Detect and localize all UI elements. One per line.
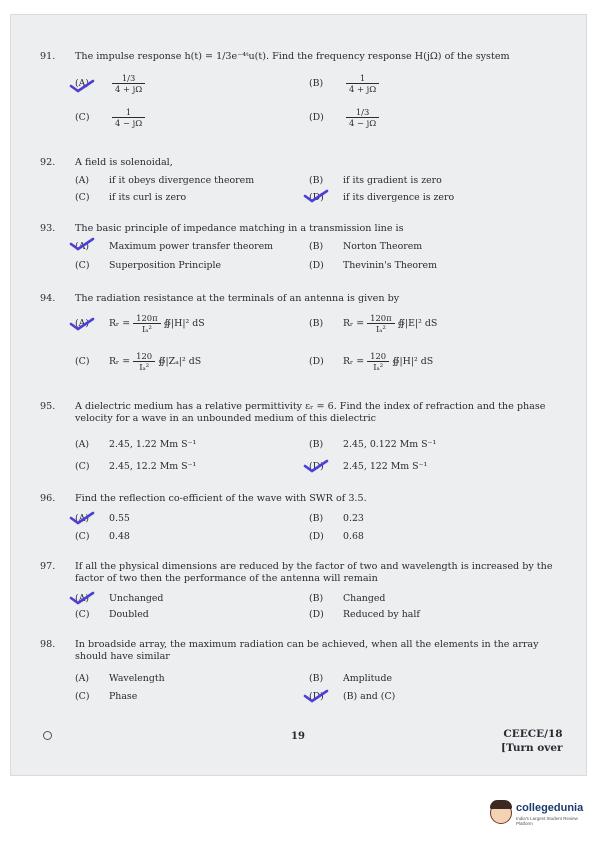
option-b: (B) 0.23 [309, 513, 364, 524]
option-c: (C) 0.48 [75, 531, 130, 542]
page-number: 19 [291, 731, 305, 742]
answer-tick-icon [69, 237, 95, 251]
option-b: (B) if its gradient is zero [309, 175, 442, 186]
answer-tick-icon [69, 317, 95, 331]
answer-tick-icon [303, 189, 329, 203]
option-d: (D) 0.68 [309, 531, 364, 542]
option-b: (B) 2.45, 0.122 Mm S⁻¹ [309, 439, 437, 450]
footer-code [501, 727, 563, 755]
option-d: (D) 2.45, 122 Mm S⁻¹ [309, 461, 428, 472]
option-d: (D) (B) and (C) [309, 691, 396, 702]
option-d: (D) Rᵣ = $\frac{120}{\text{Iₐ²}}$ ∯|H|² dS [309, 351, 434, 372]
question-stem: The basic principle of impedance matching in a transmission line is [75, 223, 404, 234]
mascot-hair [490, 800, 512, 809]
fraction: $\frac{1/3}{4 - j\Omega}$ [346, 107, 379, 128]
option-b: (B) Changed [309, 593, 386, 604]
answer-tick-icon [69, 591, 95, 605]
option-label: (B) [309, 78, 324, 89]
exam-code: CEECE/18 [503, 728, 563, 740]
logo-tagline: India's Largest Student Review Platform [516, 816, 578, 826]
option-a: (A) Maximum power transfer theorem [75, 241, 274, 252]
option-label: (D) [309, 112, 324, 123]
question-number: 98. [40, 639, 56, 650]
option-a: (A) if it obeys divergence theorem [75, 175, 255, 186]
option-a: (A) Rᵣ = $\frac{120\pi}{\text{Iₐ²}}$ ∯|H|² dS [75, 313, 205, 334]
option-c: (C) Phase [75, 691, 138, 702]
question-number: 96. [40, 493, 56, 504]
punch-hole-icon [43, 731, 52, 740]
option-a: (A) Unchanged [75, 593, 164, 604]
fraction: $\frac{1}{4 - j\Omega}$ [112, 107, 145, 128]
option-c: (C) if its curl is zero [75, 192, 187, 203]
option-label: (C) [75, 112, 90, 123]
question-number: 92. [40, 157, 56, 168]
option-c: (C) 2.45, 12.2 Mm S⁻¹ [75, 461, 197, 472]
answer-tick-icon [69, 511, 95, 525]
option-a: (A) 0.55 [75, 513, 130, 524]
option-label: (A) [75, 78, 90, 89]
question-stem: A dielectric medium has a relative permittivity εᵣ = 6. Find the index of refraction and the phase velocity for a wave in an unbounded medium of this dielectric [75, 401, 546, 424]
option-b: (B) Norton Theorem [309, 241, 423, 252]
option-a: (A) 2.45, 1.22 Mm S⁻¹ [75, 439, 197, 450]
option-d [309, 107, 379, 128]
question-stem: In broadside array, the maximum radiation can be achieved, when all the elements in the array should have similar [75, 639, 539, 662]
question-number: 94. [40, 293, 56, 304]
question-stem: A field is solenoidal, [75, 157, 173, 168]
question-stem: The impulse response h(t) = 1/3e⁻⁴ᵗu(t). Find the frequency response H(jΩ) of the system [75, 51, 510, 62]
question-stem: The radiation resistance at the terminals of an antenna is given by [75, 293, 400, 304]
question-number: 97. [40, 561, 56, 572]
option-b: (B) Amplitude [309, 673, 393, 684]
fraction: $\frac{1}{4 + j\Omega}$ [346, 73, 379, 94]
option-d: (D) Thevinin's Theorem [309, 260, 437, 271]
question-number: 91. [40, 51, 56, 62]
option-c: (C) Rᵣ = $\frac{120}{\text{Iₐ²}}$ ∯|Zₐ|² dS [75, 351, 202, 372]
option-b [309, 73, 379, 94]
option-d: (D) Reduced by half [309, 609, 420, 620]
turn-over-note: [Turn over [501, 742, 563, 754]
fraction: $\frac{1/3}{4 + j\Omega}$ [112, 73, 145, 94]
question-number: 93. [40, 223, 56, 234]
answer-tick-icon [303, 689, 329, 703]
option-d: (D) if its divergence is zero [309, 192, 455, 203]
question-stem: If all the physical dimensions are reduced by the factor of two and wavelength is increased by the factor of two then the performance of the antenna will remain [75, 561, 553, 584]
answer-tick-icon [303, 459, 329, 473]
option-b: (B) Rᵣ = $\frac{120\pi}{\text{Iₐ²}}$ ∯|E|² dS [309, 313, 438, 334]
collegedunia-logo [490, 800, 585, 830]
option-c: (C) Superposition Principle [75, 260, 221, 271]
answer-tick-icon [69, 79, 95, 93]
option-c: (C) Doubled [75, 609, 149, 620]
exam-page [10, 14, 587, 776]
question-number: 95. [40, 401, 56, 412]
question-stem: Find the reflection co-efficient of the wave with SWR of 3.5. [75, 493, 367, 504]
option-a: (A) Wavelength [75, 673, 165, 684]
logo-text: collegedunia [516, 802, 584, 814]
option-c [75, 107, 145, 128]
